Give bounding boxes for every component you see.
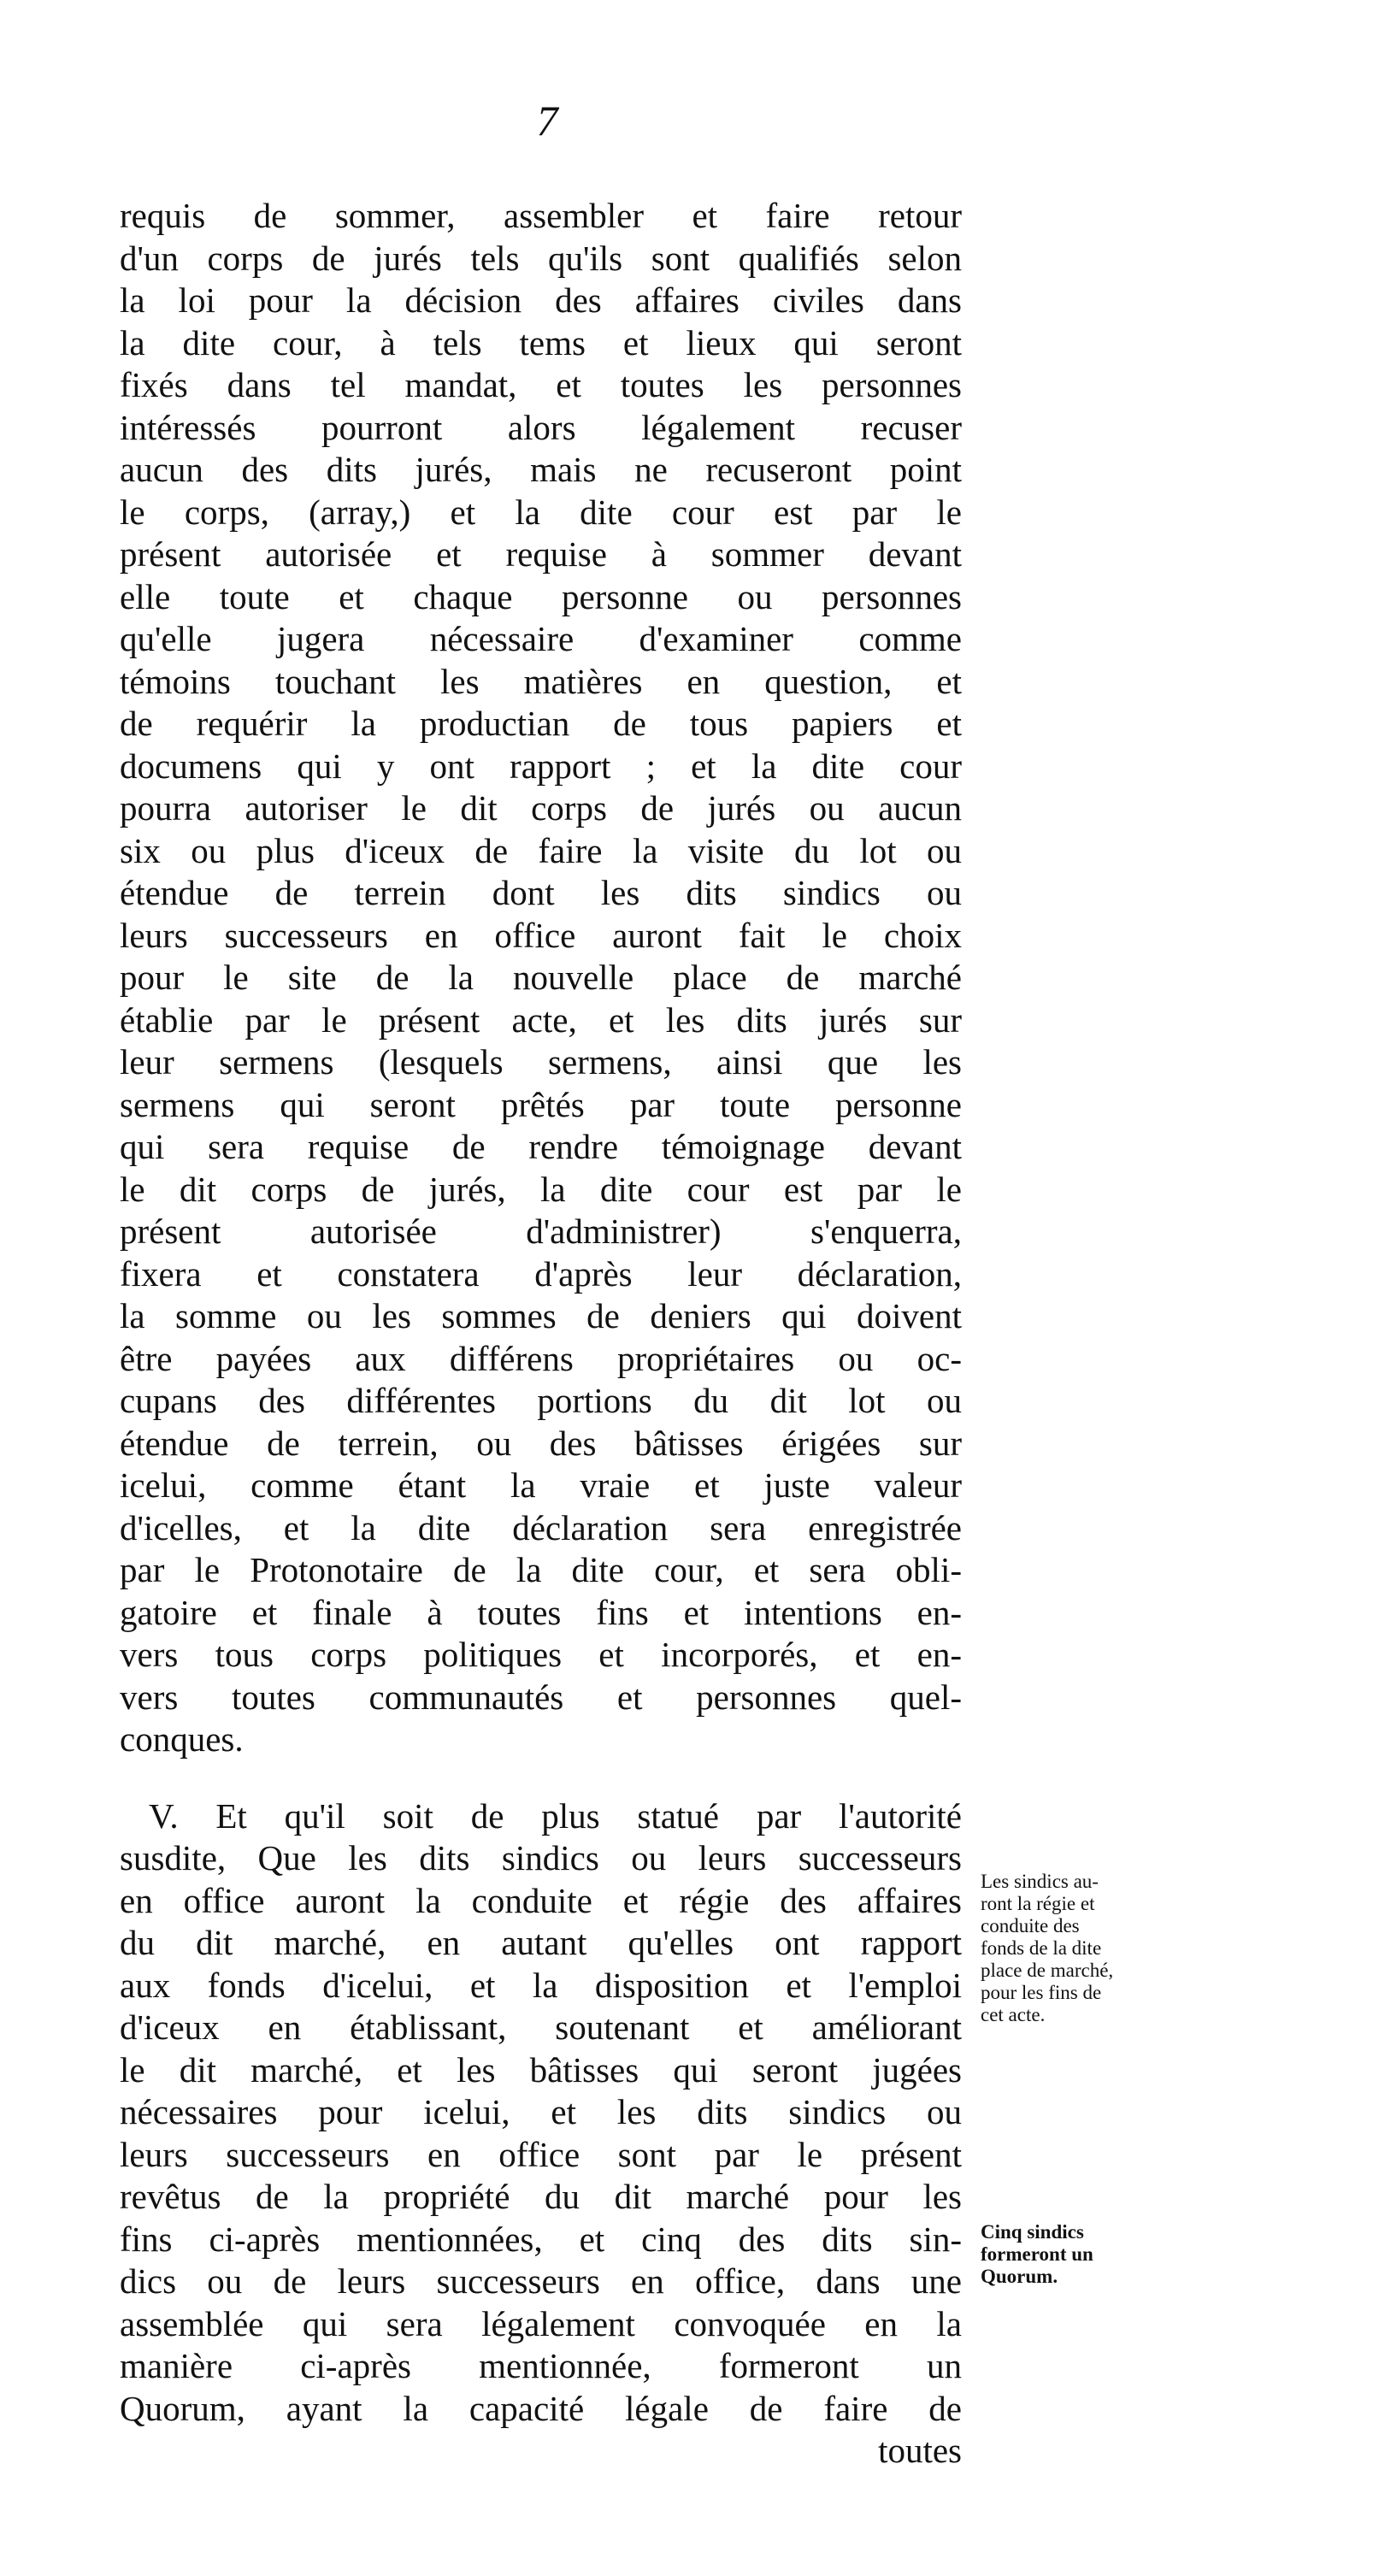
text-line: conques. [120,1719,244,1759]
margin-note-line: cet acte. [981,2004,1046,2025]
text-line: fins ci-après mentionnées, et cinq des dits sin- [120,2219,962,2259]
margin-note-line: conduite des [981,1915,1080,1936]
margin-note-line: pour les fins de [981,1982,1102,2003]
text-line: la somme ou les sommes de deniers qui doivent [120,1296,962,1335]
margin-note-sindics-regie [981,1871,1186,2026]
text-line: susdite, Que les dits sindics ou leurs successeurs [120,1838,962,1877]
text-line: qu'elle jugera nécessaire d'examiner comme [120,619,962,658]
text-line: étendue de terrein dont les dits sindics ou [120,873,962,912]
margin-note-line: Quorum. [981,2266,1058,2287]
text-line: sermens qui seront prêtés par toute personne [120,1084,962,1124]
text-line: être payées aux différens propriétaires ou oc- [120,1338,962,1378]
text-line: vers toutes communautés et personnes quel- [120,1677,962,1717]
text-line: fixera et constatera d'après leur déclaration, [120,1253,962,1294]
text-line: requis de sommer, assembler et faire retour [120,196,962,235]
text-line: du dit marché, en autant qu'elles ont rapport [120,1923,962,1962]
text-line: leur sermens (lesquels sermens, ainsi que les [120,1042,962,1082]
text-line: le dit corps de jurés, la dite cour est par le [120,1169,962,1209]
margin-note-quorum [981,2221,1186,2288]
text-line: manière ci-après mentionnée, formeront un [120,2346,962,2385]
text-line: d'iceux en établissant, soutenant et améliorant [120,2007,962,2047]
text-line: documens qui y ont rapport ; et la dite cour [120,746,962,786]
text-line: présent autorisée et requise à sommer devant [120,534,962,574]
text-line: le dit marché, et les bâtisses qui seront jugées [120,2049,962,2090]
text-line: elle toute et chaque personne ou personnes [120,576,962,616]
text-line: pour le site de la nouvelle place de marché [120,958,962,997]
text-line: la dite cour, à tels tems et lieux qui seront [120,322,962,363]
text-line: établie par le présent acte, et les dits jurés sur [120,999,962,1040]
text-line: qui sera requise de rendre témoignage devant [120,1127,962,1166]
text-line: intéressés pourront alors légalement recuser [120,407,962,447]
paragraph-2-section-v [120,1795,962,2431]
margin-note-line: ront la régie et [981,1893,1095,1914]
text-line: gatoire et finale à toutes fins et intentions en- [120,1592,962,1632]
text-line: aucun des dits jurés, mais ne recuseront point [120,450,962,489]
text-line: assemblée qui sera légalement convoquée en la [120,2303,962,2343]
text-line: par le Protonotaire de la dite cour, et sera obli- [120,1550,962,1589]
text-line: en office auront la conduite et régie des affaires [120,1880,962,1920]
text-line: six ou plus d'iceux de faire la visite du lot ou [120,830,962,870]
text-line: d'un corps de jurés tels qu'ils sont qualifiés selon [120,238,962,278]
body-text [120,195,962,2473]
text-line: icelui, comme étant la vraie et juste valeur [120,1465,962,1505]
text-line: le corps, (array,) et la dite cour est par le [120,492,962,532]
text-line: revêtus de la propriété du dit marché pour les [120,2177,962,2216]
text-line: leurs successeurs en office auront fait le choix [120,915,962,955]
text-line: fixés dans tel mandat, et toutes les personnes [120,365,962,404]
text-line: V. Et qu'il soit de plus statué par l'autorité [149,1795,962,1836]
text-line: leurs successeurs en office sont par le présent [120,2134,962,2174]
text-line: vers tous corps politiques et incorporés, et en- [120,1635,962,1674]
text-line: de requérir la productian de tous papiers et [120,704,962,743]
text-line: étendue de terrein, ou des bâtisses érigées sur [120,1423,962,1463]
margin-note-line: Cinq sindics [981,2221,1084,2243]
text-line: Quorum, ayant la capacité légale de faire de [120,2388,962,2428]
text-line: la loi pour la décision des affaires civiles dans [120,280,962,320]
text-line: présent autorisée d'administrer) s'enquerra, [120,1211,962,1251]
catchword: toutes [878,2431,962,2470]
margin-note-line: fonds de la dite [981,1937,1102,1959]
text-line: aux fonds d'icelui, et la disposition et l'emploi [120,1965,962,2005]
text-line: nécessaires pour icelui, et les dits sindics ou [120,2092,962,2131]
paragraph-1 [120,195,962,1761]
paragraph-gap [120,1761,962,1795]
margin-note-line: place de marché, [981,1960,1114,1981]
page-number: 7 [536,97,558,144]
text-line: témoins touchant les matières en question, et [120,661,962,701]
text-line: dics ou de leurs successeurs en office, dans une [120,2261,962,2301]
text-line: d'icelles, et la dite déclaration sera enregistrée [120,1507,962,1547]
margin-note-line: Les sindics au- [981,1871,1099,1892]
margin-note-line: formeront un [981,2243,1093,2265]
text-line: pourra autoriser le dit corps de jurés ou aucun [120,788,962,828]
text-line: cupans des différentes portions du dit lot ou [120,1381,962,1420]
